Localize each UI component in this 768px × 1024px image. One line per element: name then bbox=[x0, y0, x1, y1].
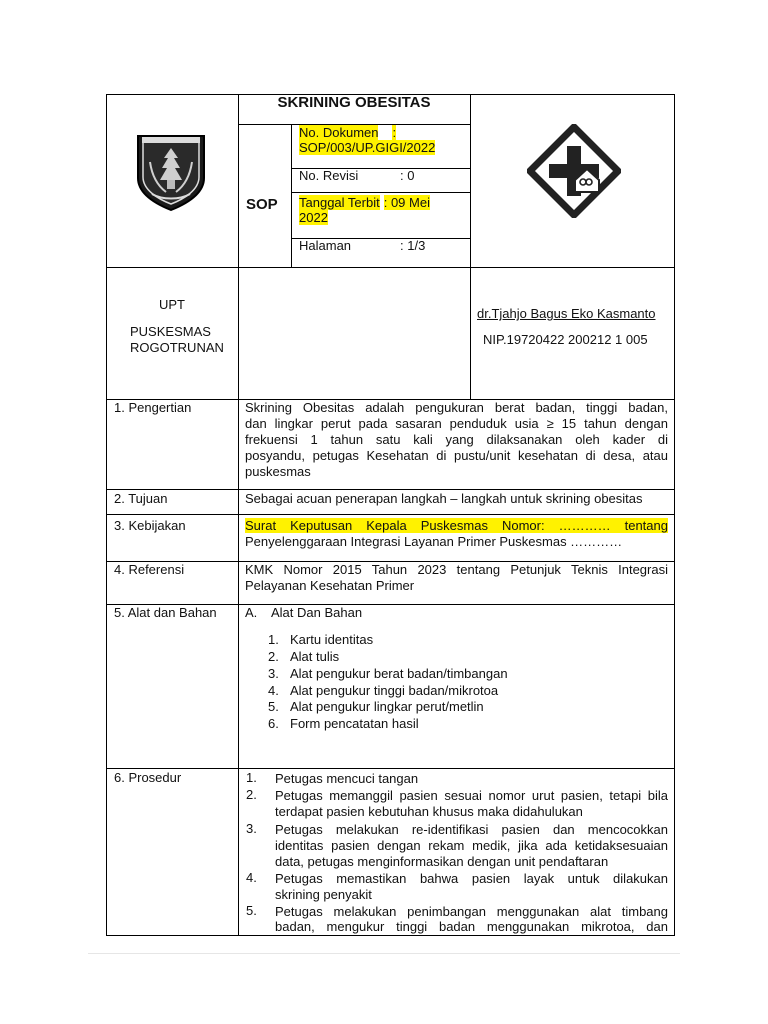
pengertian-line-4: posyandu, petugas Kesehatan di pustu/unit kesehatan di desa, atau bbox=[245, 448, 668, 463]
signer-name: dr.Tjahjo Bagus Eko Kasmanto bbox=[477, 306, 656, 321]
alat-item: Alat tulis bbox=[290, 649, 340, 664]
step-text: identitas pasien dengan rekam medik, jika ada ketidaksesuaian bbox=[275, 838, 668, 853]
step-text: Petugas melakukan re-identifikasi pasien dan mencocokkan bbox=[275, 822, 668, 837]
step-text: Petugas memastikan bahwa pasien layak untuk dilakukan bbox=[275, 871, 668, 886]
step-number: 1. bbox=[246, 770, 257, 785]
doc-number-row bbox=[299, 125, 396, 141]
alat-sub-title: Alat Dan Bahan bbox=[271, 605, 363, 620]
issue-date-year: 2022 bbox=[299, 210, 328, 225]
step-number: 4. bbox=[246, 870, 257, 885]
document-title: SKRINING OBESITAS bbox=[277, 94, 431, 111]
doc-number-label: No. Dokumen bbox=[299, 125, 379, 140]
section-kebijakan-label: 3. Kebijakan bbox=[114, 518, 186, 533]
revision-value: : 0 bbox=[400, 168, 415, 183]
regency-emblem-icon bbox=[134, 132, 208, 212]
alat-item-number: 3. bbox=[268, 666, 279, 681]
org-rogotrunan: ROGOTRUNAN bbox=[130, 340, 224, 355]
referensi-line-1: KMK Nomor 2015 Tahun 2023 tentang Petunjuk Teknis Integrasi bbox=[245, 562, 668, 577]
alat-sub-marker: A. bbox=[245, 605, 258, 620]
alat-item-number: 2. bbox=[268, 649, 279, 664]
step-number: 5. bbox=[246, 903, 257, 918]
kebijakan-line-1: Surat Keputusan Kepala Puskesmas Nomor: ………… tentang bbox=[245, 518, 668, 533]
page-value: : 1/3 bbox=[400, 238, 426, 253]
alat-item: Alat pengukur berat badan/timbangan bbox=[290, 666, 508, 681]
step-number: 3. bbox=[246, 821, 257, 836]
step-text: terdapat pasien kebutuhan khusus maka didahulukan bbox=[275, 804, 583, 819]
referensi-line-2: Pelayanan Kesehatan Primer bbox=[245, 578, 415, 593]
doc-number-value: SOP/003/UP.GIGI/2022 bbox=[299, 140, 436, 155]
section-alat-bahan-label: 5. Alat dan Bahan bbox=[114, 605, 217, 620]
step-text: Petugas melakukan penimbangan menggunakan alat timbang bbox=[275, 904, 668, 919]
page-bottom-divider bbox=[88, 953, 680, 954]
pengertian-line-2: dan lingkar perut pada sasaran penduduk usia ≥ 15 tahun dengan bbox=[245, 416, 668, 431]
sop-label: SOP bbox=[246, 196, 278, 213]
revision-label: No. Revisi bbox=[299, 168, 359, 183]
section-prosedur-label: 6. Prosedur bbox=[114, 770, 182, 785]
alat-item-number: 6. bbox=[268, 716, 279, 731]
pengertian-line-3: frekuensi 1 tahun satu kali yang dilaksanakan oleh kader di bbox=[245, 432, 668, 447]
issue-date-label: Tanggal Terbit bbox=[299, 195, 380, 210]
puskesmas-logo-icon bbox=[527, 124, 621, 218]
alat-item: Alat pengukur tinggi badan/mikrotoa bbox=[290, 683, 499, 698]
issue-date-value: : 09 Mei bbox=[383, 195, 430, 210]
pengertian-line-5: puskesmas bbox=[245, 464, 311, 479]
step-text: Petugas mencuci tangan bbox=[275, 771, 419, 786]
alat-item: Alat pengukur lingkar perut/metlin bbox=[290, 699, 484, 714]
kebijakan-line-2: Penyelenggaraan Integrasi Layanan Primer Puskesmas ………… bbox=[245, 534, 623, 549]
doc-number-sep: : bbox=[392, 125, 397, 140]
step-text: data, petugas menginformasikan dengan unit pendaftaran bbox=[275, 854, 609, 869]
pengertian-line-1: Skrining Obesitas adalah pengukuran berat badan, tinggi badan, bbox=[245, 400, 668, 415]
step-text: Petugas memanggil pasien sesuai nomor urut pasien, tetapi bila bbox=[275, 788, 668, 803]
org-puskesmas: PUSKESMAS bbox=[130, 324, 211, 339]
alat-item-number: 4. bbox=[268, 683, 279, 698]
section-pengertian-label: 1. Pengertian bbox=[114, 400, 192, 415]
alat-item-number: 5. bbox=[268, 699, 279, 714]
alat-item: Kartu identitas bbox=[290, 632, 374, 647]
signer-nip: NIP.19720422 200212 1 005 bbox=[483, 332, 648, 347]
alat-item: Form pencatatan hasil bbox=[290, 716, 419, 731]
step-text: skrining penyakit bbox=[275, 887, 372, 902]
step-text: badan, mengukur tinggi badan menggunakan mikrotoa, dan bbox=[275, 919, 668, 934]
alat-item-number: 1. bbox=[268, 632, 279, 647]
page-label: Halaman bbox=[299, 238, 352, 253]
org-upt: UPT bbox=[159, 297, 185, 312]
step-number: 2. bbox=[246, 787, 257, 802]
section-referensi-label: 4. Referensi bbox=[114, 562, 185, 577]
section-tujuan-label: 2. Tujuan bbox=[114, 491, 168, 506]
tujuan-text: Sebagai acuan penerapan langkah – langkah untuk skrining obesitas bbox=[245, 491, 643, 506]
